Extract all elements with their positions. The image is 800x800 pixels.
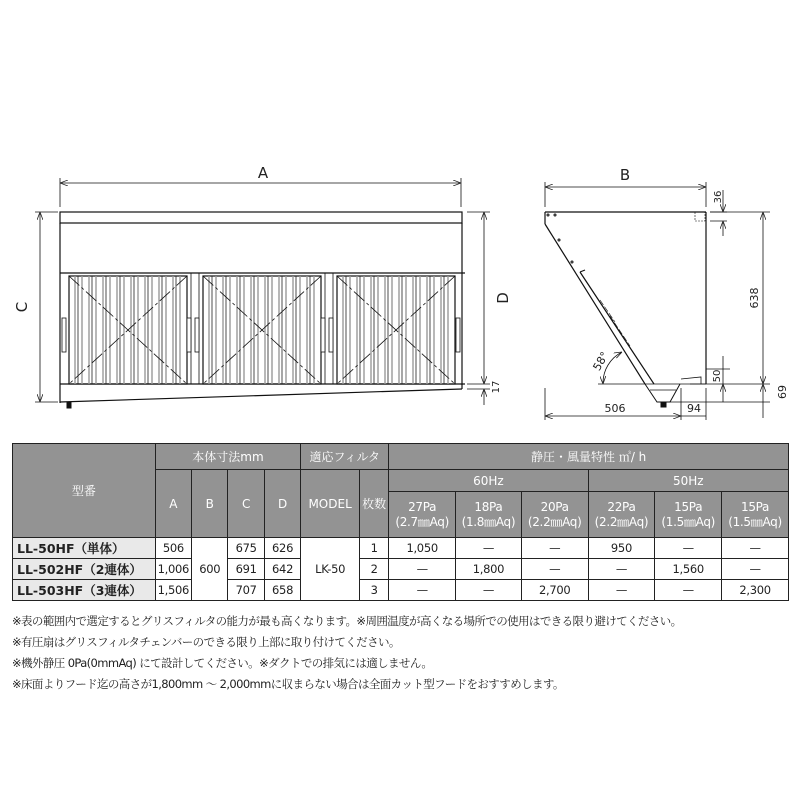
header-col-a: A <box>155 470 191 538</box>
dim-label-506: 506 <box>604 402 626 415</box>
header-body-dims: 本体寸法mm <box>155 444 301 470</box>
dim-label-angle: 58° <box>590 349 612 373</box>
footnotes <box>12 611 797 695</box>
cell-airflow: 1,800 <box>456 559 522 580</box>
header-col-d: D <box>264 470 300 538</box>
cell-airflow: — <box>521 538 588 559</box>
dim-label-50: 50 <box>712 369 723 383</box>
cell-airflow: 2,300 <box>722 580 789 601</box>
filter-panel-3 <box>337 276 455 384</box>
cell-airflow: — <box>722 559 789 580</box>
cell-model: LL-50HF（単体） <box>13 538 156 559</box>
header-pressure-1: 27Pa (2.7㎜Aq) <box>389 492 456 538</box>
dim-label-b: B <box>619 166 631 184</box>
cell-count: 3 <box>359 580 388 601</box>
table-row <box>13 559 789 580</box>
filter-panel-2 <box>203 276 321 384</box>
cell-airflow: — <box>389 580 456 601</box>
cell-d: 626 <box>264 538 300 559</box>
cell-count: 2 <box>359 559 388 580</box>
cell-airflow: — <box>588 580 655 601</box>
header-filter: 適応フィルタ <box>301 444 389 470</box>
header-pressure-2: 18Pa (1.8㎜Aq) <box>456 492 522 538</box>
filter-handles <box>62 318 460 352</box>
dim-label-638: 638 <box>748 287 761 309</box>
cell-model: LL-503HF（3連体） <box>13 580 156 601</box>
cell-a: 1,006 <box>155 559 191 580</box>
header-airflow: 静圧・風量特性 ㎥/ h <box>389 444 789 470</box>
header-pressure-5: 15Pa (1.5㎜Aq) <box>655 492 722 538</box>
header-col-c: C <box>228 470 264 538</box>
table-row <box>13 538 789 559</box>
dim-label-c: C <box>13 301 31 313</box>
header-50hz: 50Hz <box>588 470 788 492</box>
cell-airflow: — <box>655 580 722 601</box>
footnote: ※機外静圧 0Pa(0mmAq) にて設計してください。※ダクトでの排気には適しません。 <box>12 656 433 670</box>
front-view <box>13 164 512 408</box>
cell-c: 675 <box>228 538 264 559</box>
table-row <box>13 580 789 601</box>
cell-airflow: — <box>521 559 588 580</box>
footnote: ※有圧扇はグリスフィルタチェンバーのできる限り上部に取り付けてください。 <box>12 635 400 649</box>
cell-d: 642 <box>264 559 300 580</box>
cell-airflow: 950 <box>588 538 655 559</box>
header-pressure-6: 15Pa (1.5㎜Aq) <box>722 492 789 538</box>
footnote: ※表の範囲内で選定するとグリスフィルタの能力が最も高くなります。※周囲温度が高くなる場所での使用はできる限り避けてください。 <box>12 614 682 628</box>
dim-label-94: 94 <box>687 402 701 415</box>
cell-airflow: 1,560 <box>655 559 722 580</box>
dim-label-69: 69 <box>775 385 788 399</box>
cell-airflow: — <box>722 538 789 559</box>
header-col-b: B <box>192 470 228 538</box>
cell-filter-model-shared: LK-50 <box>301 538 360 601</box>
cell-airflow: — <box>588 559 655 580</box>
cell-airflow: — <box>456 538 522 559</box>
header-60hz: 60Hz <box>389 470 588 492</box>
footnote: ※床面よりフード迄の高さが1,800mm ～ 2,000mmに収まらない場合は全面カット型フードをおすすめします。 <box>12 677 564 691</box>
header-model: 型番 <box>13 444 156 538</box>
cell-d: 658 <box>264 580 300 601</box>
cell-b-shared: 600 <box>192 538 228 601</box>
spec-table <box>12 443 789 601</box>
dim-label-d: D <box>494 292 512 304</box>
dim-label-a: A <box>257 164 269 182</box>
cell-a: 1,506 <box>155 580 191 601</box>
cell-count: 1 <box>359 538 388 559</box>
dim-label-36: 36 <box>713 190 724 204</box>
cell-airflow: — <box>456 580 522 601</box>
cell-c: 707 <box>228 580 264 601</box>
header-col-model: MODEL <box>301 470 360 538</box>
cell-model: LL-502HF（2連体） <box>13 559 156 580</box>
filter-panel-1 <box>69 276 187 384</box>
dim-label-17: 17 <box>491 380 502 394</box>
header-pressure-3: 20Pa (2.2㎜Aq) <box>521 492 588 538</box>
cell-c: 691 <box>228 559 264 580</box>
cell-airflow: 1,050 <box>389 538 456 559</box>
cell-airflow: — <box>655 538 722 559</box>
header-col-count: 枚数 <box>359 470 388 538</box>
side-view <box>545 166 788 420</box>
header-pressure-4: 22Pa (2.2㎜Aq) <box>588 492 655 538</box>
cell-a: 506 <box>155 538 191 559</box>
cell-airflow: 2,700 <box>521 580 588 601</box>
cell-airflow: — <box>389 559 456 580</box>
